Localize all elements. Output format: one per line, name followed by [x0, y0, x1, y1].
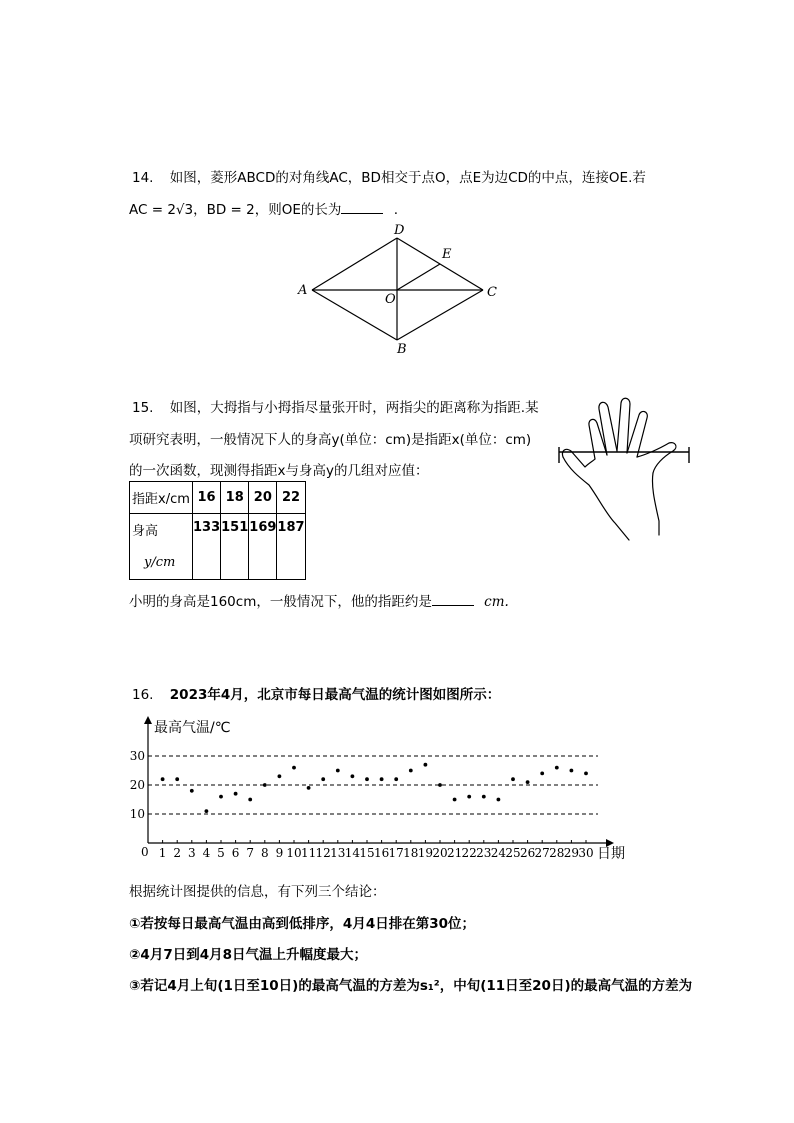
- data-point: [380, 777, 384, 781]
- data-point: [219, 795, 223, 799]
- q16-number: 16.: [132, 687, 154, 703]
- data-point: [161, 777, 165, 781]
- data-point: [307, 786, 311, 790]
- rhombus-figure: [290, 218, 510, 360]
- table-cell: 22: [277, 482, 305, 514]
- x-axis-label: 日期: [597, 846, 625, 862]
- label-B: B: [397, 342, 407, 357]
- q14-text1: 如图，菱形ABCD的对角线AC，BD相交于点O，点E为边CD的中点，连接OE.若: [169, 170, 646, 186]
- x-tick-label: 4: [202, 846, 211, 860]
- x-tick-label: 15: [359, 846, 375, 860]
- data-point: [365, 777, 369, 781]
- q14-line2: [129, 198, 398, 218]
- hand-illustration: [555, 395, 695, 545]
- label-O: O: [385, 292, 396, 307]
- x-tick-label: 1: [158, 846, 167, 860]
- x-tick-label: 11: [300, 846, 317, 860]
- data-point: [467, 795, 471, 799]
- label-A: A: [298, 283, 308, 298]
- label-C: C: [487, 285, 497, 300]
- data-point: [584, 772, 588, 776]
- origin-label: 0: [141, 845, 149, 859]
- data-point: [205, 809, 209, 813]
- data-point: [394, 777, 398, 781]
- data-point: [278, 774, 282, 778]
- x-tick-label: 5: [217, 846, 225, 860]
- x-tick-label: 14: [344, 846, 361, 860]
- data-point: [526, 780, 530, 784]
- x-tick-label: 19: [417, 846, 434, 860]
- label-E: E: [442, 247, 452, 262]
- x-tick-label: 17: [388, 846, 404, 860]
- x-tick-label: 22: [461, 846, 477, 860]
- table-header-y-a: 身高: [132, 523, 159, 539]
- q15-unit: cm.: [484, 594, 509, 610]
- data-point: [292, 766, 296, 770]
- x-tick-label: 18: [403, 846, 419, 860]
- x-tick-label: 12: [315, 846, 331, 860]
- x-tick-label: 27: [534, 846, 550, 860]
- table-cell: 151: [221, 514, 249, 580]
- data-point: [570, 769, 574, 773]
- x-tick-label: 28: [549, 846, 565, 860]
- data-point: [321, 777, 325, 781]
- table-row: [130, 482, 306, 514]
- x-tick-label: 13: [330, 846, 346, 860]
- q15-line1: [132, 396, 539, 416]
- q14-number: 14.: [132, 170, 154, 186]
- q15-number: 15.: [132, 400, 154, 416]
- x-tick-label: 21: [446, 846, 463, 860]
- q16-conclusion-1: ①若按每日最高气温由高到低排序，4月4日排在第30位；: [129, 916, 476, 932]
- finger-height-table: [129, 481, 306, 580]
- table-cell: 133: [193, 514, 221, 580]
- q16-intro: 2023年4月，北京市每日最高气温的统计图如图所示：: [169, 687, 501, 703]
- y-axis-arrow: [144, 716, 152, 724]
- y-tick-label: 20: [129, 778, 145, 792]
- y-axis-label: 最高气温/℃: [154, 720, 231, 736]
- table-cell: 18: [221, 482, 249, 514]
- q14-answer-blank: [341, 201, 383, 214]
- q15-text-last: 小明的身高是160cm，一般情况下，他的指距约是: [129, 594, 432, 610]
- data-point: [190, 789, 194, 793]
- x-tick-label: 16: [373, 846, 390, 860]
- data-point: [540, 772, 544, 776]
- chart-points: [161, 763, 588, 813]
- x-tick-label: 24: [490, 846, 507, 860]
- x-tick-label: 8: [260, 846, 269, 860]
- data-point: [453, 798, 457, 802]
- q16-line1: [132, 683, 500, 703]
- x-tick-label: 9: [275, 846, 284, 860]
- x-tick-label: 10: [286, 846, 302, 860]
- q16-conclusion-2: ②4月7日到4月8日气温上升幅度最大；: [129, 947, 368, 963]
- x-tick-label: 30: [578, 846, 594, 860]
- data-point: [263, 783, 267, 787]
- table-header-x: 指距x/cm: [130, 482, 193, 514]
- q16-conclusion-3: ③若记4月上旬(1日至10日)的最高气温的方差为s₁²，中旬(11日至20日)的最高气温的方差为: [129, 978, 693, 994]
- x-tick-label: 2: [173, 846, 182, 860]
- data-point: [336, 769, 340, 773]
- temperature-chart: [128, 712, 638, 864]
- table-row: [130, 514, 306, 580]
- q15-text3: 的一次函数，现测得指距x与身高y的几组对应值：: [129, 463, 429, 479]
- table-cell: 169: [249, 514, 277, 580]
- table-header-y: [130, 514, 193, 580]
- data-point: [497, 798, 501, 802]
- q14-period: .: [393, 202, 398, 218]
- x-tick-label: 26: [519, 846, 536, 860]
- data-point: [424, 763, 428, 767]
- x-tick-label: 23: [476, 846, 492, 860]
- data-point: [409, 769, 413, 773]
- q15-answer-blank: [432, 593, 474, 606]
- data-point: [248, 798, 252, 802]
- data-point: [555, 766, 559, 770]
- data-point: [482, 795, 486, 799]
- x-tick-label: 7: [246, 846, 255, 860]
- data-point: [351, 774, 355, 778]
- table-cell: 187: [277, 514, 305, 580]
- x-tick-label: 3: [187, 846, 196, 860]
- x-tick-label: 20: [432, 846, 448, 860]
- table-cell: 20: [249, 482, 277, 514]
- q16-after-chart: 根据统计图提供的信息，有下列三个结论：: [129, 884, 386, 900]
- x-tick-label: 25: [505, 846, 521, 860]
- data-point: [234, 792, 238, 796]
- data-point: [438, 783, 442, 787]
- q15-text2: 项研究表明，一般情况下人的身高y(单位：cm)是指距x(单位：cm): [129, 432, 532, 448]
- y-tick-label: 30: [129, 749, 145, 763]
- data-point: [175, 777, 179, 781]
- x-tick-label: 29: [563, 846, 580, 860]
- table-header-y-b: y/cm: [144, 554, 176, 570]
- chart-grid: [148, 756, 598, 814]
- q14-line1: [132, 166, 646, 186]
- q15-text1: 如图，大拇指与小拇指尽量张开时，两指尖的距离称为指距.某: [169, 400, 539, 416]
- q14-text2: AC = 2√3，BD = 2，则OE的长为: [129, 202, 342, 218]
- x-tick-label: 6: [231, 846, 240, 860]
- label-D: D: [394, 223, 405, 238]
- table-cell: 16: [193, 482, 221, 514]
- data-point: [511, 777, 515, 781]
- y-tick-label: 10: [129, 807, 145, 821]
- q15-last-line: [129, 590, 509, 610]
